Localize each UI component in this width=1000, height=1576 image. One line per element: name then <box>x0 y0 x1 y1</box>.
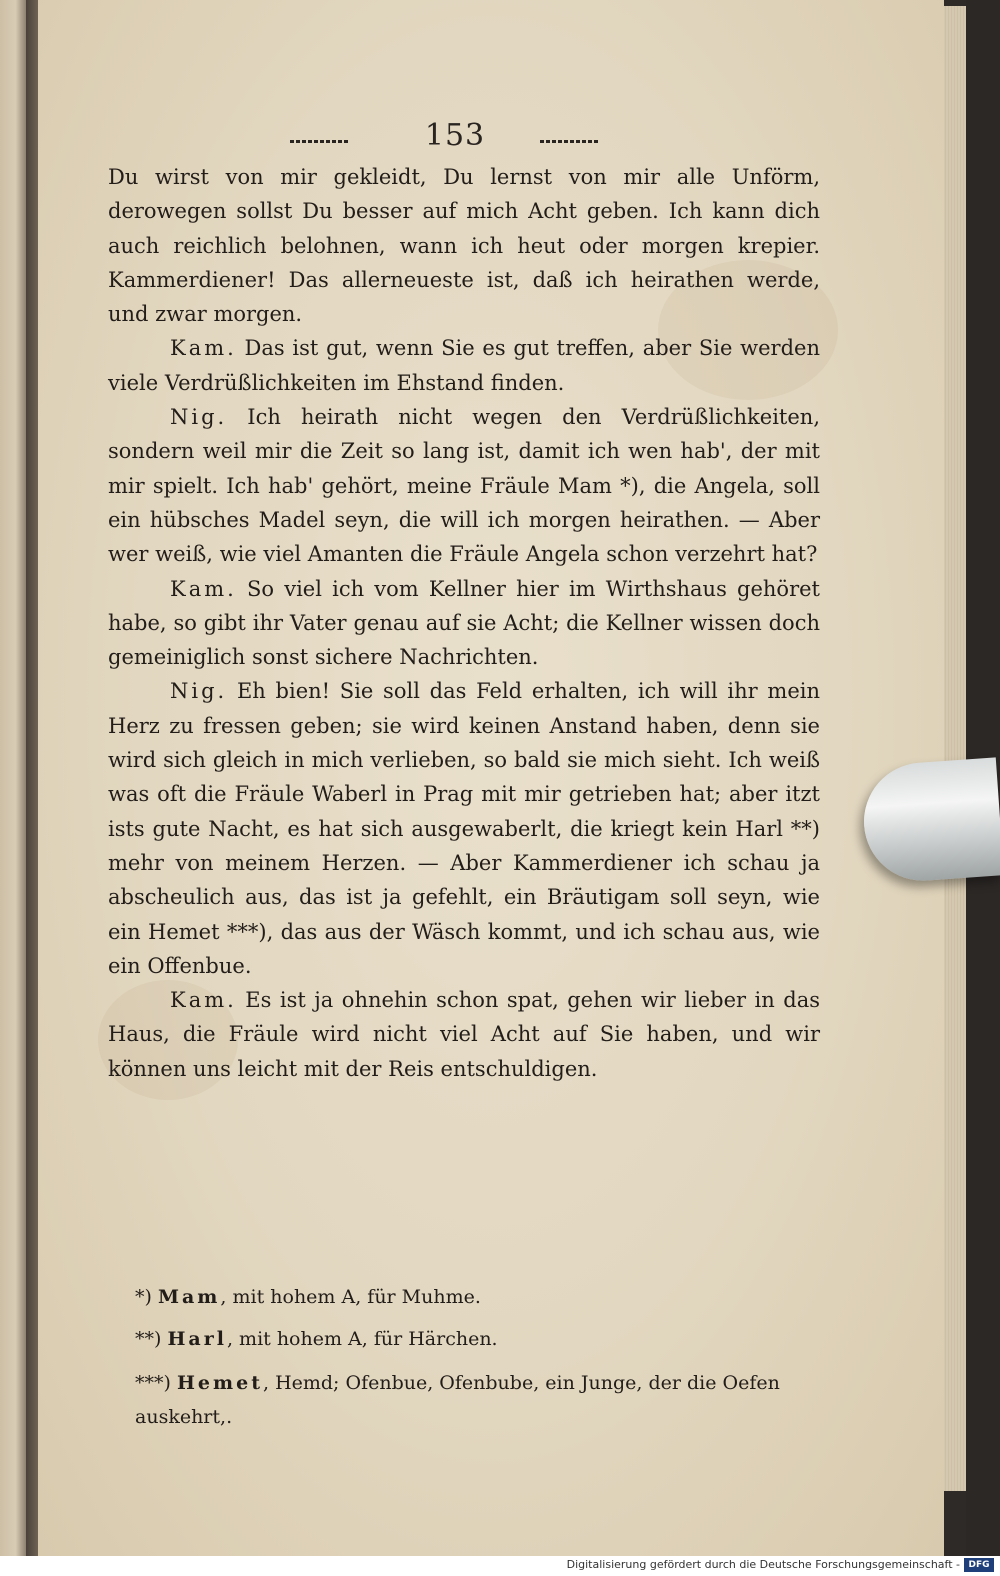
speaker-label: Nig. <box>170 679 228 704</box>
page-fore-edge <box>944 6 966 1491</box>
paragraph <box>108 674 820 983</box>
paragraph <box>108 160 820 331</box>
page-number: 153 <box>424 118 486 153</box>
paragraph-text: Eh bien! Sie soll das Feld erhalten, ich will ihr mein Herz zu fressen geben; sie wird keinen Anstand haben, denn sie wird sich gleich in mich verlieben, so bald sie mich sieht. Ich weiß was oft die Fräule Waberl in Prag mit mir getrieben hat; aber itzt ists gute Nacht, es hat sich ausgewaberlt, die kriegt kein Harl **) mehr von meinem Herzen. — Aber Kammerdiener ich schau ja abscheulich aus, das ist ja gefehlt, ein Bräutigam soll seyn, wie ein Hemet ***), das aus der Wäsch kommt, und ich schau aus, wie ein Offenbue. <box>108 679 820 978</box>
speaker-label: Nig. <box>170 405 228 430</box>
speaker-label: Kam. <box>170 336 237 361</box>
funding-credit: Digitalisierung gefördert durch die Deutsche Forschungsgemeinschaft - <box>566 1558 960 1571</box>
running-header <box>290 118 610 158</box>
paragraph-text: So viel ich vom Kellner hier im Wirthshaus gehöret habe, so gibt ihr Vater genau auf sie Acht; die Kellner wissen doch gemeiniglich sonst sichere Nachrichten. <box>108 576 820 670</box>
header-rule-left <box>290 140 350 143</box>
footnote-term: Mam <box>157 1286 221 1308</box>
paragraph-text: Du wirst von mir gekleidt, Du lernst von mir alle Unförm, derowegen sollst Du besser auf mich Acht geben. Ich kann dich auch reichlich belohnen, wann ich heut oder morgen krepier. Kammerdiener! Das allerneueste ist, daß ich heirathen werde, und zwar morgen. <box>108 165 820 327</box>
paragraph-text: Ich heirath nicht wegen den Verdrüßlichkeiten, sondern weil mir die Zeit so lang ist, damit ich wen hab', der mit mir spielt. Ich hab' gehört, meine Fräule Mam *), die Angela, soll ein hübsches Madel seyn, die will ich morgen heirathen. — Aber wer weiß, wie viel Amanten die Fräule Angela schon verzehrt hat? <box>108 405 820 567</box>
book-gutter <box>26 0 38 1576</box>
paragraph <box>108 331 820 400</box>
footnote-text: , Hemd; Ofenbue, Ofenbube, ein Junge, der die Oefen auskehrt,. <box>135 1372 780 1428</box>
footnote-term: Harl <box>167 1328 227 1350</box>
body-text <box>108 160 820 1086</box>
speaker-label: Kam. <box>170 576 237 601</box>
speaker-label: Kam. <box>170 988 237 1013</box>
footnote-text: , mit hohem A, für Härchen. <box>226 1328 498 1350</box>
paragraph <box>108 572 820 675</box>
footnote <box>135 1318 835 1360</box>
dfg-logo-icon: DFG <box>964 1558 994 1572</box>
paragraph-text: Das ist gut, wenn Sie es gut treffen, aber Sie werden viele Verdrüßlichkeiten im Ehstand finden. <box>108 336 820 395</box>
paragraph-text: Es ist ja ohnehin schon spat, gehen wir lieber in das Haus, die Fräule wird nicht viel Acht auf Sie haben, und wir können uns leicht mit der Reis entschuldigen. <box>108 988 820 1081</box>
footnote-mark: **) <box>135 1328 162 1350</box>
header-rule-right <box>540 140 600 143</box>
footnote-mark: *) <box>135 1286 152 1308</box>
paragraph <box>108 400 820 571</box>
footnotes <box>135 1276 835 1434</box>
footnote-mark: ***) <box>135 1372 171 1394</box>
footnote-text: , mit hohem A, für Muhme. <box>220 1286 481 1308</box>
footnote-term: Hemet <box>176 1372 263 1394</box>
footnote <box>135 1366 835 1434</box>
previous-page-edge <box>0 0 26 1576</box>
paragraph <box>108 983 820 1086</box>
footnote <box>135 1276 835 1318</box>
